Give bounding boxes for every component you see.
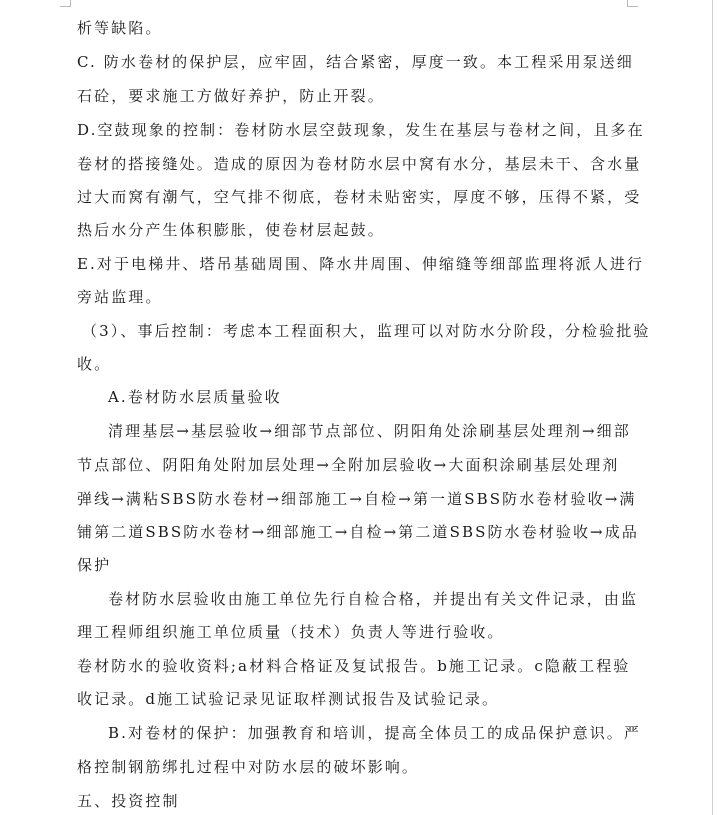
text-line: 卷材的搭接缝处。造成的原因为卷材防水层中窝有水分，基层未干、含水量 [77, 155, 642, 173]
text-line: 收。 [77, 355, 112, 373]
text-line: 理工程师组织施工单位质量（技术）负责人等进行验收。 [77, 623, 505, 641]
text-line: 格控制钢筋绑扎过程中对防水层的破坏影响。 [77, 758, 420, 776]
text-line: 保护 [77, 556, 112, 574]
page-corner-mark-left [60, 0, 71, 7]
page-edge [712, 0, 713, 815]
text-line: E.对于电梯井、塔吊基础周围、降水井周围、伸缩缝等细部监理将派人进行 [77, 255, 645, 273]
section-heading: B.对卷材的保护：加强教育和培训，提高全体员工的成品保护意识。严 [108, 724, 641, 742]
text-line: 弹线→满粘SBS防水卷材→细部施工→自检→第一道SBS防水卷材验收→满 [77, 490, 637, 508]
text-line: 卷材防水层验收由施工单位先行自检合格，并提出有关文件记录，由监 [108, 590, 639, 608]
text-line: 清理基层→基层验收→细部节点部位、阴阳角处涂刷基层处理剂→细部 [108, 422, 631, 440]
text-line: 过大而窝有潮气，空气排不彻底，卷材未贴密实，厚度不够，压得不紧，受 [77, 188, 642, 206]
text-line: 铺第二道SBS防水卷材→细部施工→自检→第二道SBS防水卷材验收→成品 [77, 523, 639, 541]
text-line: 旁站监理。 [77, 288, 163, 306]
section-heading: A.卷材防水层质量验收 [108, 388, 282, 406]
text-line: （3）、事后控制：考虑本工程面积大，监理可以对防水分阶段，分检验批验 [82, 322, 651, 340]
page-corner-mark-right [627, 0, 638, 7]
text-line: 收记录。d施工试验记录见证取样测试报告及试验记录。 [77, 690, 500, 708]
chapter-heading: 五、投资控制 [77, 792, 180, 810]
text-line: 卷材防水的验收资料;a材料合格证及复试报告。b施工记录。c隐蔽工程验 [77, 657, 631, 675]
text-line: 热后水分产生体积膨胀，使卷材层起鼓。 [77, 221, 385, 239]
text-line: 石砼，要求施工方做好养护，防止开裂。 [77, 87, 385, 105]
text-line: 节点部位、阴阳角处附加层处理→全附加层验收→大面积涂刷基层处理剂 [77, 456, 620, 474]
text-line: C. 防水卷材的保护层，应牢固，结合紧密，厚度一致。本工程采用泵送细 [77, 53, 634, 71]
text-line: D.空鼓现象的控制：卷材防水层空鼓现象，发生在基层与卷材之间，且多在 [77, 121, 645, 139]
text-line: 析等缺陷。 [77, 19, 163, 37]
